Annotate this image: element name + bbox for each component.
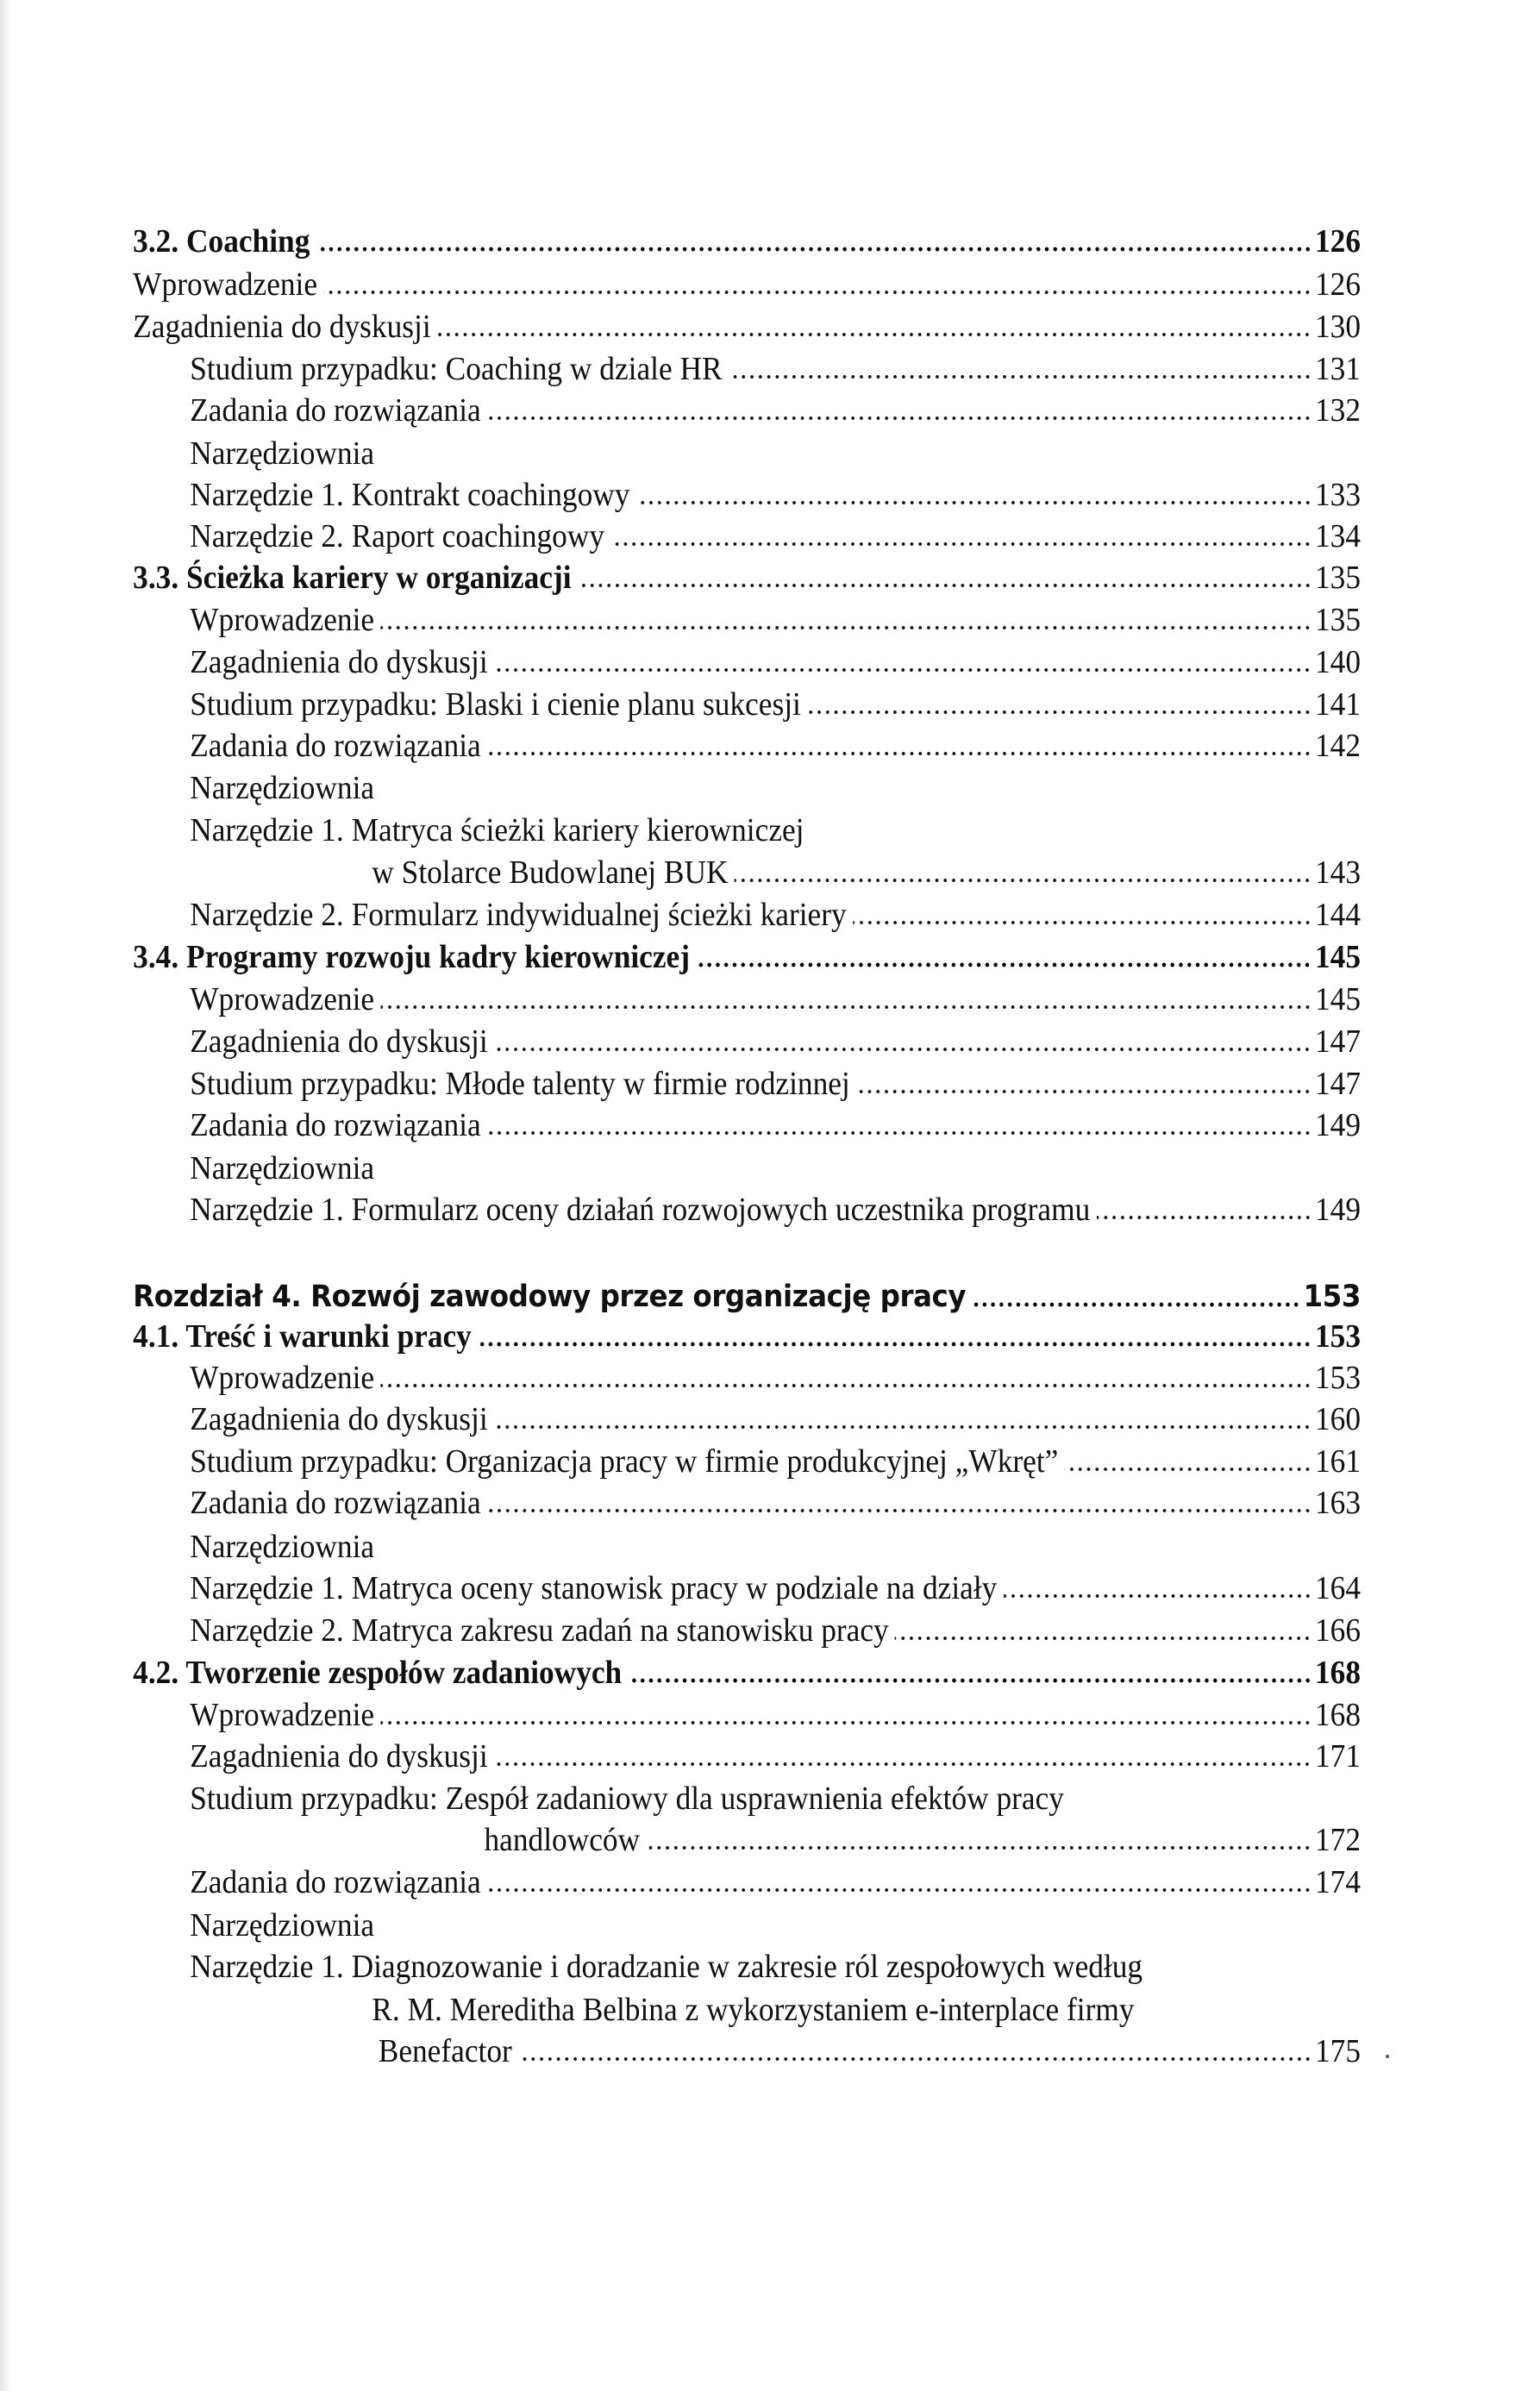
dot-leader xyxy=(1097,1215,1312,1220)
toc-entry xyxy=(190,810,1361,851)
toc-entry xyxy=(190,390,1361,431)
toc-entry-title: Wprowadzenie xyxy=(190,1697,375,1733)
dot-leader xyxy=(696,962,1312,967)
dot-leader xyxy=(478,1342,1312,1347)
toc-entry-title: Zagadnienia do dyskusji xyxy=(133,309,431,345)
toc-entry xyxy=(190,1736,1361,1777)
dot-leader xyxy=(973,1302,1300,1307)
dot-leader xyxy=(324,290,1312,295)
toc-entry xyxy=(190,1694,1361,1736)
toc-page-number: 174 xyxy=(1314,1864,1361,1900)
dot-leader xyxy=(437,332,1312,337)
toc-entry-title: Benefactor xyxy=(378,2033,512,2069)
toc-entry xyxy=(133,264,1361,305)
toc-entry xyxy=(190,1482,1361,1524)
toc-page-number: 142 xyxy=(1314,728,1361,764)
toc-entry xyxy=(190,979,1361,1020)
toc-entry-title: Zagadnienia do dyskusji xyxy=(190,1023,488,1060)
toc-entry-title: Wprowadzenie xyxy=(133,266,318,303)
toc-entry-title: handlowców xyxy=(484,1822,641,1858)
scan-speck xyxy=(1386,2055,1389,2058)
dot-leader xyxy=(494,1047,1312,1052)
toc-page-number: 153 xyxy=(1314,1360,1361,1396)
toc-page-number: 160 xyxy=(1314,1401,1361,1437)
toc-entry-title: 4.2. Tworzenie zespołów zadaniowych xyxy=(133,1655,623,1691)
dot-leader xyxy=(729,374,1312,379)
dot-leader xyxy=(578,583,1312,588)
toc-page-number: 149 xyxy=(1314,1192,1361,1228)
toc-entry-title: Narzędziownia xyxy=(190,1529,375,1565)
toc-entry-title: Zagadnienia do dyskusji xyxy=(190,1401,488,1437)
toc-page-number: 126 xyxy=(1314,266,1361,303)
toc-page-number: 144 xyxy=(1314,897,1361,933)
toc-entry-title: Narzędzie 2. Matryca zakresu zadań na stanowisku pracy xyxy=(190,1612,889,1649)
toc-entry xyxy=(372,852,1361,893)
toc-entry xyxy=(485,1819,1361,1861)
dot-leader xyxy=(518,2056,1312,2062)
toc-page-number: 147 xyxy=(1314,1066,1361,1102)
toc-page-number: 175 xyxy=(1314,2033,1361,2069)
toc-entry xyxy=(190,1357,1361,1399)
dot-leader xyxy=(381,1383,1312,1388)
toc-entry-title: Narzędzie 1. Kontrakt coachingowy xyxy=(190,477,630,513)
toc-entry-title: Narzędzie 2. Formularz indywidualnej ścieżki kariery xyxy=(190,897,847,933)
toc-page-number: 140 xyxy=(1314,644,1361,680)
toc-page-number: 145 xyxy=(1314,939,1361,975)
toc-entry-title: Wprowadzenie xyxy=(190,602,375,638)
toc-page-number: 131 xyxy=(1314,351,1361,387)
toc-page-number: 134 xyxy=(1314,518,1361,554)
toc-entry xyxy=(133,306,1361,347)
dot-leader xyxy=(381,625,1312,630)
toc-entry xyxy=(190,1399,1361,1440)
toc-entry xyxy=(190,1905,1361,1946)
toc-entry-title: Wprowadzenie xyxy=(190,1360,375,1396)
toc-page-number: 130 xyxy=(1314,309,1361,345)
toc-entry-title: Studium przypadku: Blaski i cienie planu sukcesji xyxy=(190,686,801,723)
toc-entry xyxy=(379,2031,1361,2072)
dot-leader xyxy=(494,667,1312,673)
toc-page-number: 145 xyxy=(1314,981,1361,1017)
toc-page-number: 168 xyxy=(1314,1697,1361,1733)
toc-page-number: 168 xyxy=(1314,1655,1361,1691)
toc-entry-title: Narzędzie 1. Matryca oceny stanowisk pracy w podziale na działy xyxy=(190,1570,998,1606)
dot-leader xyxy=(487,416,1312,421)
dot-leader xyxy=(487,1508,1312,1513)
dot-leader xyxy=(381,1005,1312,1010)
toc-page-number: 135 xyxy=(1314,560,1361,596)
dot-leader xyxy=(629,1678,1312,1683)
toc-entry xyxy=(190,433,1361,474)
toc-entry xyxy=(190,1568,1361,1609)
toc-entry-title: Narzędzie 1. Matryca ścieżki kariery kierowniczej xyxy=(190,812,804,848)
toc-entry-title: Narzędzie 1. Diagnozowanie i doradzanie w zakresie ról zespołowych według xyxy=(190,1949,1143,1985)
dot-leader xyxy=(494,1424,1312,1430)
toc-entry xyxy=(190,1441,1361,1482)
toc-entry-title: Narzędziownia xyxy=(190,435,375,472)
toc-entry xyxy=(190,1063,1361,1105)
page-edge-shadow xyxy=(0,0,12,2391)
toc-entry-title: Narzędzie 1. Formularz oceny działań rozwojowych uczestnika programu xyxy=(190,1192,1091,1228)
toc-page-number: 161 xyxy=(1314,1443,1361,1480)
toc-entry xyxy=(190,1862,1361,1903)
toc-entry-title: Narzędzie 2. Raport coachingowy xyxy=(190,518,605,554)
toc-page-number: 147 xyxy=(1314,1023,1361,1060)
toc-entry xyxy=(190,894,1361,936)
toc-entry-title: Zadania do rozwiązania xyxy=(190,1107,481,1143)
toc-entry xyxy=(190,1021,1361,1062)
toc-entry xyxy=(190,1778,1361,1819)
toc-section-entry xyxy=(133,1652,1361,1693)
toc-entry-title: Studium przypadku: Młode talenty w firmie rodzinnej xyxy=(190,1066,850,1102)
toc-page-number: 166 xyxy=(1314,1612,1361,1649)
dot-leader xyxy=(381,1720,1312,1725)
toc-entry-title: Studium przypadku: Coaching w dziale HR xyxy=(190,351,723,387)
toc-entry xyxy=(190,767,1361,809)
toc-page-number: 153 xyxy=(1303,1280,1361,1314)
toc-page-number: 141 xyxy=(1314,686,1361,723)
toc-entry-title: 4.1. Treść i warunki pracy xyxy=(133,1318,472,1355)
toc-entry-title: w Stolarce Budowlanej BUK xyxy=(372,854,729,891)
toc-chapter-entry xyxy=(133,1276,1361,1318)
toc-entry xyxy=(190,1610,1361,1651)
toc-entry xyxy=(190,1946,1361,1987)
toc-page-number: 126 xyxy=(1314,223,1361,260)
toc-entry-title: 3.4. Programy rozwoju kadry kierowniczej xyxy=(133,939,691,975)
toc-page-number: 171 xyxy=(1314,1738,1361,1774)
toc-page-number: 172 xyxy=(1314,1822,1361,1858)
dot-leader xyxy=(487,1887,1312,1893)
toc-page-number: 135 xyxy=(1314,602,1361,638)
dot-leader xyxy=(807,710,1312,715)
toc-entry-title: Studium przypadku: Zespół zadaniowy dla usprawnienia efektów pracy xyxy=(190,1781,1064,1817)
toc-entry-title: 3.2. Coaching xyxy=(133,223,310,260)
dot-leader xyxy=(636,500,1312,505)
dot-leader xyxy=(735,878,1312,883)
toc-entry xyxy=(190,1148,1361,1189)
toc-entry xyxy=(190,642,1361,683)
dot-leader xyxy=(487,751,1312,756)
toc-entry-title: Studium przypadku: Organizacja pracy w firmie produkcyjnej „Wkręt” xyxy=(190,1443,1059,1480)
dot-leader xyxy=(487,1130,1312,1136)
toc-entry-title: Wprowadzenie xyxy=(190,981,375,1017)
toc-entry-title: Zagadnienia do dyskusji xyxy=(190,1738,488,1774)
toc-entry-title: Zadania do rozwiązania xyxy=(190,1485,481,1521)
toc-entry-title: Narzędziownia xyxy=(190,770,375,806)
dot-leader xyxy=(494,1762,1312,1767)
dot-leader xyxy=(316,247,1312,252)
dot-leader xyxy=(1065,1467,1312,1472)
toc-entry-title: 3.3. Ścieżka kariery w organizacji xyxy=(133,560,572,596)
toc-page-number: 163 xyxy=(1314,1485,1361,1521)
toc-entry-title: R. M. Mereditha Belbina z wykorzystaniem e-interplace firmy xyxy=(372,1992,1135,2028)
toc-section-entry xyxy=(133,936,1361,978)
toc-entry-title: Zadania do rozwiązania xyxy=(190,1864,481,1900)
toc-section-entry xyxy=(133,221,1361,262)
toc-entry xyxy=(190,1105,1361,1146)
dot-leader xyxy=(1004,1593,1312,1599)
toc-entry xyxy=(190,1189,1361,1230)
toc-page-number: 133 xyxy=(1314,477,1361,513)
toc-entry-title: Rozdział 4. Rozwój zawodowy przez organizację pracy xyxy=(133,1280,967,1314)
toc-entry xyxy=(190,348,1361,390)
toc-entry xyxy=(190,684,1361,725)
toc-entry xyxy=(372,1989,1361,2031)
dot-leader xyxy=(647,1845,1312,1850)
toc-page-number: 153 xyxy=(1314,1318,1361,1355)
toc-entry xyxy=(190,725,1361,767)
toc-section-entry xyxy=(133,1316,1361,1357)
toc-entry-title: Zadania do rozwiązania xyxy=(190,728,481,764)
toc-page-number: 143 xyxy=(1314,854,1361,891)
dot-leader xyxy=(610,541,1312,547)
toc-section-entry xyxy=(133,557,1361,598)
dot-leader xyxy=(895,1636,1312,1641)
toc-page-number: 164 xyxy=(1314,1570,1361,1606)
toc-entry-title: Zadania do rozwiązania xyxy=(190,392,481,429)
toc-entry-title: Narzędziownia xyxy=(190,1907,375,1943)
dot-leader xyxy=(853,920,1312,925)
toc-entry xyxy=(190,599,1361,641)
toc-entry xyxy=(190,516,1361,557)
toc-entry xyxy=(190,474,1361,516)
toc-entry-title: Narzędziownia xyxy=(190,1150,375,1186)
toc-page-number: 132 xyxy=(1314,392,1361,429)
toc-entry xyxy=(190,1526,1361,1568)
toc-page-number: 149 xyxy=(1314,1107,1361,1143)
dot-leader xyxy=(856,1089,1312,1094)
toc-entry-title: Zagadnienia do dyskusji xyxy=(190,644,488,680)
